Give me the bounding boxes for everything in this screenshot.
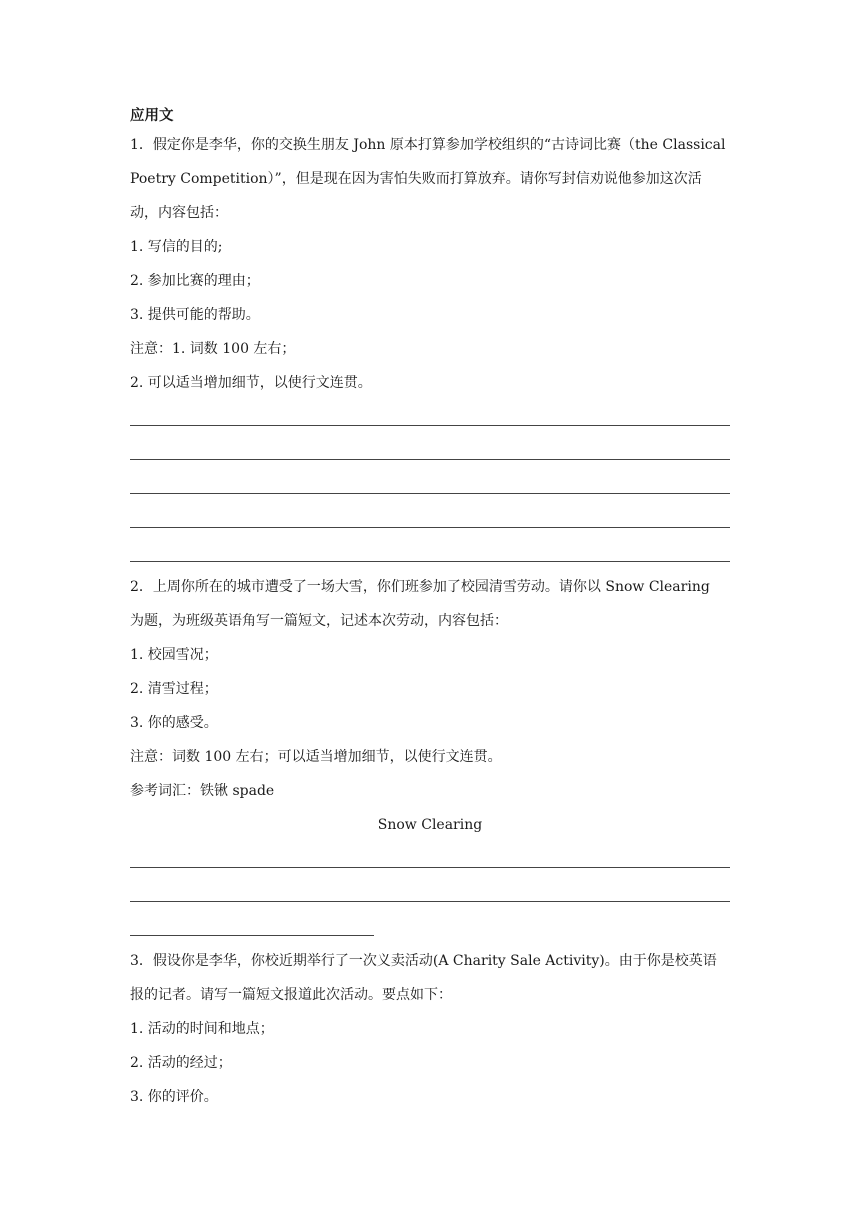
q1-point-3: 3. 提供可能的帮助。 <box>130 307 260 323</box>
q1-answer-line[interactable] <box>130 536 730 570</box>
q1-answer-line[interactable] <box>130 434 730 468</box>
q1-point-2: 2. 参加比赛的理由； <box>130 273 260 289</box>
q2-point-2: 2. 清雪过程； <box>130 681 218 697</box>
q2-note: 注意：词数 100 左右；可以适当增加细节，以使行文连贯。 <box>130 749 502 765</box>
q3-point-1: 1. 活动的时间和地点； <box>130 1021 274 1037</box>
q2-point-3: 3. 你的感受。 <box>130 715 218 731</box>
section-title: 应用文 <box>130 107 174 124</box>
q1-note-2: 2. 可以适当增加细节，以使行文连贯。 <box>130 375 372 391</box>
q2-intro-line-2: 为题，为班级英语角写一篇短文，记述本次劳动，内容包括： <box>130 613 508 629</box>
question-3 <box>130 944 730 1114</box>
q1-answer-line[interactable] <box>130 468 730 502</box>
q3-point-2: 2. 活动的经过； <box>130 1055 232 1071</box>
q2-answer-line[interactable] <box>130 910 730 944</box>
question-2 <box>130 570 730 944</box>
q1-intro-line-1: 1．假定你是李华，你的交换生朋友 John 原本打算参加学校组织的“古诗词比赛（the Classical <box>130 137 726 153</box>
q2-answer-line[interactable] <box>130 842 730 876</box>
q1-intro-line-3: 动，内容包括： <box>130 205 228 221</box>
document-page <box>130 104 730 1114</box>
q3-intro-line-1: 3．假设你是李华，你校近期举行了一次义卖活动(A Charity Sale Activity)。由于你是校英语 <box>130 953 717 969</box>
q2-point-1: 1. 校园雪况； <box>130 647 218 663</box>
q2-vocab: 参考词汇：铁锹 spade <box>130 783 275 799</box>
q2-intro-line-1: 2．上周你所在的城市遭受了一场大雪，你们班参加了校园清雪劳动。请你以 Snow Clearing <box>130 579 710 595</box>
q3-intro-line-2: 报的记者。请写一篇短文报道此次活动。要点如下： <box>130 987 452 1003</box>
q2-essay-title: Snow Clearing <box>377 817 483 833</box>
q3-point-3: 3. 你的评价。 <box>130 1089 218 1105</box>
q1-answer-line[interactable] <box>130 502 730 536</box>
q1-intro-line-2: Poetry Competition）”，但是现在因为害怕失败而打算放弃。请你写封信劝说他参加这次活 <box>130 171 702 187</box>
q1-note-1: 注意：1. 词数 100 左右； <box>130 341 296 357</box>
q1-answer-line[interactable] <box>130 400 730 434</box>
question-1 <box>130 128 730 570</box>
q2-answer-line[interactable] <box>130 876 730 910</box>
q1-point-1: 1. 写信的目的; <box>130 239 223 255</box>
